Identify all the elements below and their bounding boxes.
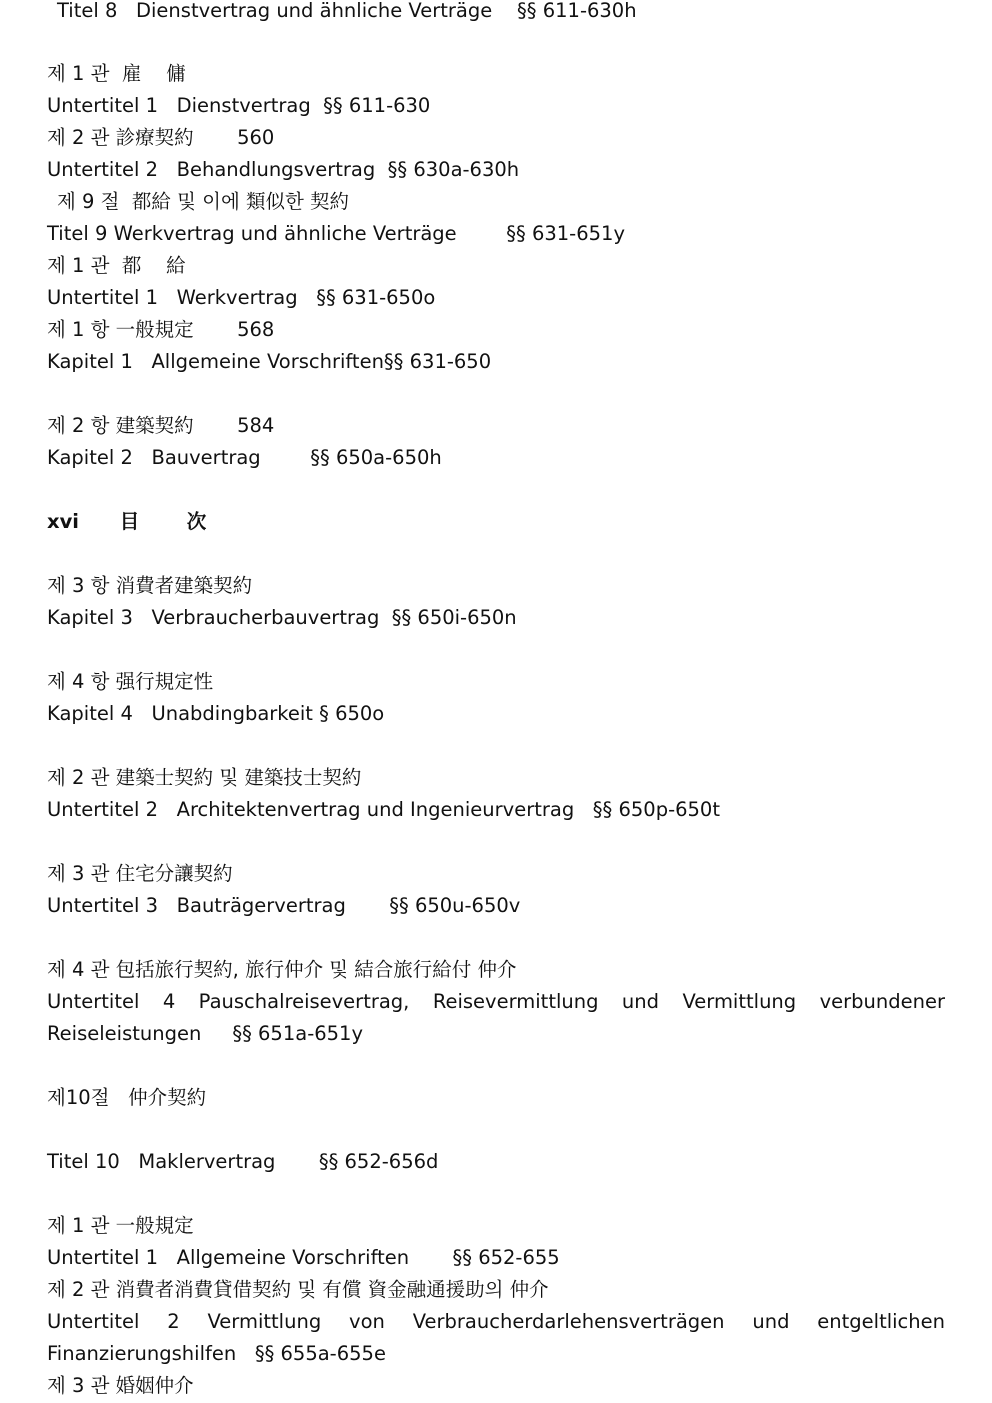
architect-contract-de: Untertitel 2 Architektenvertrag und Ingenieurvertrag §§ 650p-650t <box>47 798 720 821</box>
section-9-kr: 제 9 절 都給 및 이에 類似한 契約 <box>57 190 350 213</box>
chapter-4-de: Kapitel 4 Unabdingbarkeit § 650o <box>47 702 385 725</box>
consumer-loan-kr: 제 2 관 消費者消費貸借契約 및 有償 資金融通援助의 仲介 <box>47 1278 549 1301</box>
consumer-loan-de-line1: Untertitel 2 Vermittlung von Verbraucherdarlehensverträgen und entgeltlichen <box>47 1310 945 1333</box>
subtitle-2-de: Untertitel 2 Behandlungsvertrag §§ 630a-630h <box>47 158 520 181</box>
chapter-1-kr: 제 1 항 一般規定 568 <box>47 318 275 341</box>
package-travel-de-line2: Reiseleistungen §§ 651a-651y <box>47 1022 363 1045</box>
architect-contract-kr: 제 2 관 建築士契約 및 建築技士契約 <box>47 766 362 789</box>
chapter-4-kr: 제 4 항 强行規定性 <box>47 670 214 693</box>
subtitle-2-kr: 제 2 관 診療契約 560 <box>47 126 275 149</box>
section-9-subtitle-1-kr: 제 1 관 都 給 <box>47 254 186 277</box>
package-travel-de-line1: Untertitel 4 Pauschalreisevertrag, Reisevermittlung und Vermittlung verbundener <box>47 990 945 1013</box>
marriage-brokerage-kr: 제 3 관 婚姻仲介 <box>47 1374 194 1397</box>
section-10-kr: 제10절 仲介契約 <box>47 1086 207 1109</box>
chapter-2-de: Kapitel 2 Bauvertrag §§ 650a-650h <box>47 446 442 469</box>
title-8-heading: Titel 8 Dienstvertrag und ähnliche Verträge §§ 611-630h <box>57 0 637 22</box>
section-9-subtitle-1-de: Untertitel 1 Werkvertrag §§ 631-650o <box>47 286 436 309</box>
bautraeger-de: Untertitel 3 Bauträgervertrag §§ 650u-650v <box>47 894 521 917</box>
consumer-loan-de-line2: Finanzierungshilfen §§ 655a-655e <box>47 1342 386 1365</box>
chapter-2-kr: 제 2 항 建築契約 584 <box>47 414 275 437</box>
subtitle-1-de: Untertitel 1 Dienstvertrag §§ 611-630 <box>47 94 431 117</box>
title-10-de: Titel 10 Maklervertrag §§ 652-656d <box>47 1150 439 1173</box>
chapter-1-de: Kapitel 1 Allgemeine Vorschriften§§ 631-650 <box>47 350 492 373</box>
chapter-3-kr: 제 3 항 消費者建築契約 <box>47 574 253 597</box>
section-10-subtitle-1-kr: 제 1 관 一般規定 <box>47 1214 194 1237</box>
title-9-de: Titel 9 Werkvertrag und ähnliche Verträge §§ 631-651y <box>47 222 625 245</box>
package-travel-kr: 제 4 관 包括旅行契約, 旅行仲介 및 結合旅行給付 仲介 <box>47 958 517 981</box>
bautraeger-kr: 제 3 관 住宅分讓契約 <box>47 862 233 885</box>
section-10-subtitle-1-de: Untertitel 1 Allgemeine Vorschriften §§ 652-655 <box>47 1246 560 1269</box>
page-header: xvi 目 次 <box>47 510 207 533</box>
chapter-3-de: Kapitel 3 Verbraucherbauvertrag §§ 650i-650n <box>47 606 517 629</box>
subtitle-1-kr: 제 1 관 雇 傭 <box>47 62 186 85</box>
